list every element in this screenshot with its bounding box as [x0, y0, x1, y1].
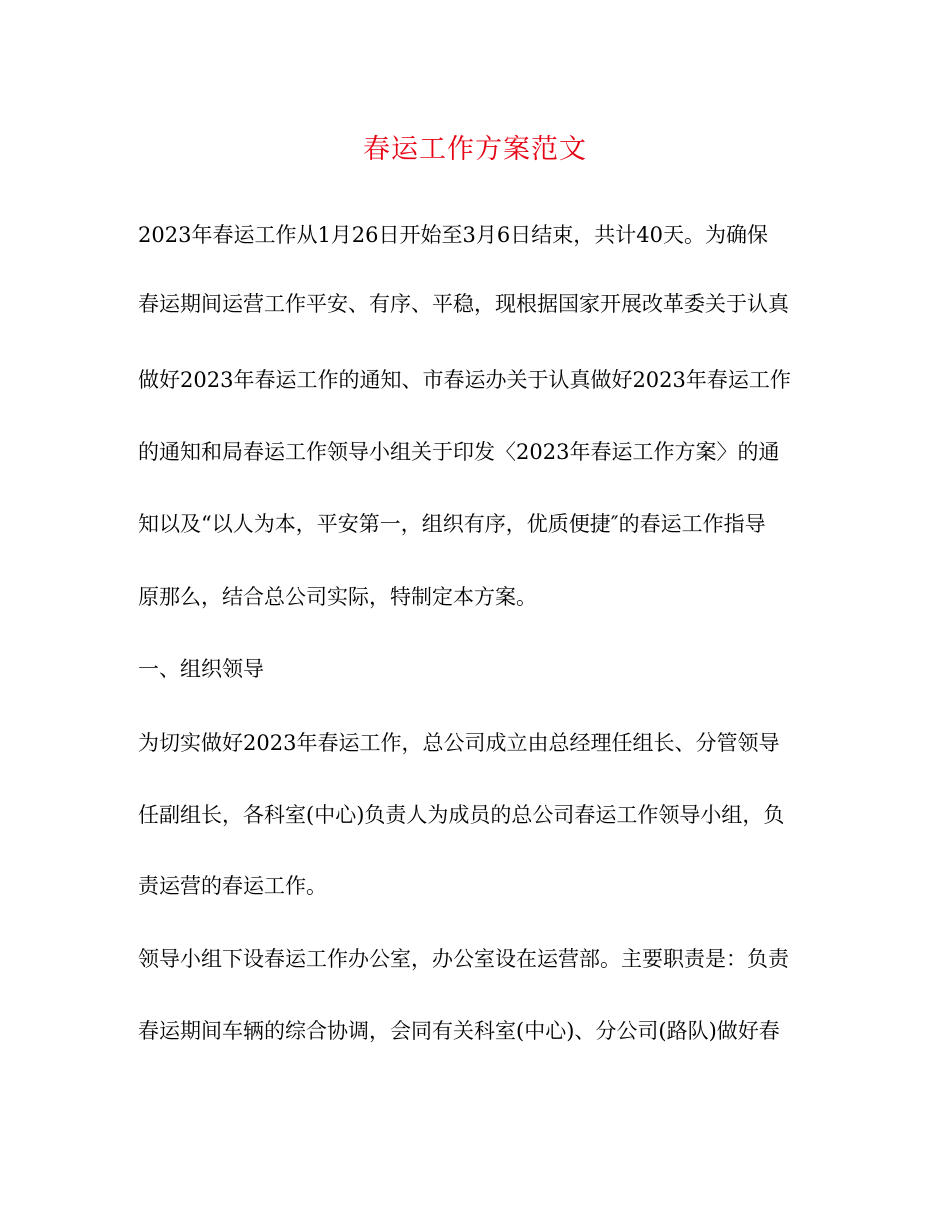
- paragraph-line: 任副组长，各科室(中心)负责人为成员的总公司春运工作领导小组，负: [138, 803, 785, 827]
- paragraph-line: 做好2023年春运工作的通知、市春运办关于认真做好2023年春运工作: [138, 368, 791, 392]
- section-heading: 一、组织领导: [138, 657, 264, 681]
- document-title: 春运工作方案范文: [363, 134, 587, 165]
- paragraph-line: 2023年春运工作从1月26日开始至3月6日结束，共计40天。为确保: [138, 223, 768, 247]
- paragraph-line: 责运营的春运工作。: [138, 874, 327, 898]
- paragraph-line: 的通知和局春运工作领导小组关于印发〈2023年春运工作方案〉的通: [138, 440, 780, 464]
- paragraph-line: 知以及“以人为本，平安第一，组织有序，优质便捷″的春运工作指导: [138, 512, 766, 536]
- paragraph-line: 为切实做好2023年春运工作，总公司成立由总经理任组长、分管领导: [138, 731, 780, 755]
- paragraph-line: 领导小组下设春运工作办公室，办公室设在运营部。主要职责是：负责: [138, 947, 789, 971]
- paragraph-line: 春运期间运营工作平安、有序、平稳，现根据国家开展改革委关于认真: [138, 292, 789, 316]
- paragraph-line: 原那么，结合总公司实际，特制定本方案。: [138, 585, 537, 609]
- paragraph-line: 春运期间车辆的综合协调，会同有关科室(中心)、分公司(路队)做好春: [138, 1019, 780, 1043]
